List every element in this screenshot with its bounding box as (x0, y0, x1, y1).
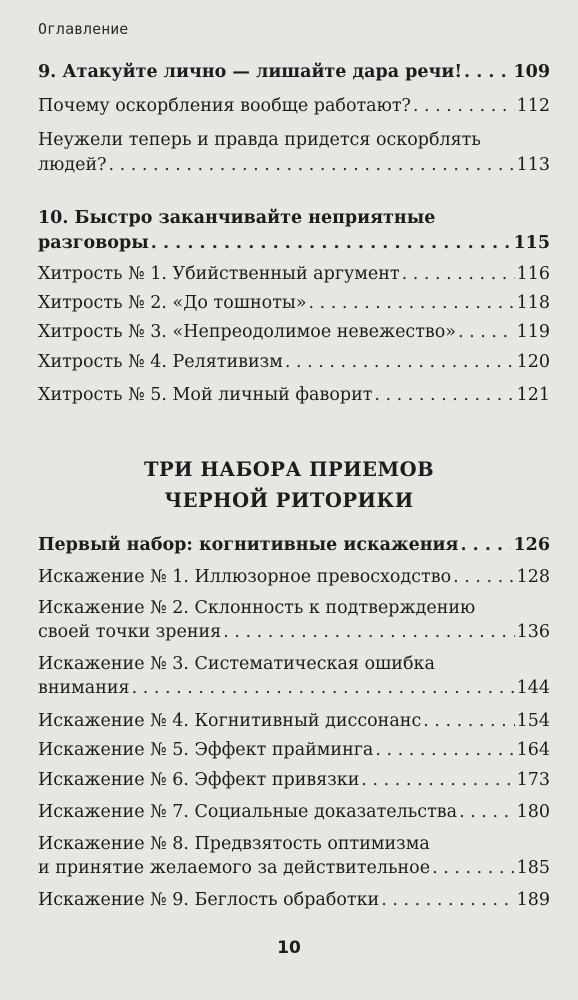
entry-page: 185 (516, 858, 550, 878)
entry-title: разговоры (38, 233, 149, 253)
dot-leader (464, 62, 511, 82)
toc-entry (38, 834, 550, 878)
toc-chapter-9 (38, 62, 550, 82)
entry-title-line: Искажение № 3. Систематическая ошибка (38, 654, 435, 674)
toc-entry (38, 802, 550, 822)
entry-page: 112 (516, 96, 550, 116)
entry-page: 121 (516, 385, 550, 405)
entry-page: 173 (516, 770, 550, 790)
dot-leader (109, 155, 515, 175)
entry-title: Искажение № 4. Когнитивный диссонанс (38, 711, 422, 731)
dot-leader (460, 535, 511, 555)
dot-leader (374, 385, 514, 405)
entry-page: 109 (513, 62, 550, 82)
entry-title: внимания (38, 678, 130, 698)
entry-title: 9. Атакуйте лично — лишайте дара речи! (38, 62, 463, 82)
section-heading (0, 454, 578, 516)
entry-title-line: Искажение № 8. Предвзятость оптимизма (38, 834, 430, 854)
toc-entry (38, 535, 550, 555)
toc-chapter-10 (38, 208, 550, 253)
dot-leader (453, 567, 514, 587)
entry-page: 154 (516, 711, 550, 731)
entry-title: и принятие желаемого за действительное (38, 858, 431, 878)
entry-page: 164 (516, 740, 550, 760)
entry-title: Первый набор: когнитивные искажения (38, 535, 459, 555)
entry-title-line: 10. Быстро заканчивайте неприятные (38, 208, 436, 228)
entry-title-line: Искажение № 2. Склонность к подтверждению (38, 598, 476, 618)
dot-leader (459, 802, 515, 822)
entry-title: людей? (38, 155, 107, 175)
toc-entry (38, 598, 550, 642)
toc-entry (38, 130, 550, 175)
entry-title: Хитрость № 4. Релятивизм (38, 352, 283, 372)
dot-leader (285, 352, 515, 372)
dot-leader (432, 858, 515, 878)
dot-leader (402, 264, 515, 284)
page-number: 10 (277, 938, 301, 958)
entry-title-line: Неужели теперь и правда придется оскорблять (38, 130, 481, 150)
entry-page: 126 (513, 535, 550, 555)
entry-page: 119 (516, 322, 550, 342)
toc-entry (38, 352, 550, 372)
dot-leader (151, 233, 512, 253)
entry-page: 144 (516, 678, 550, 698)
entry-title: Хитрость № 1. Убийственный аргумент (38, 264, 400, 284)
toc-entry (38, 890, 550, 910)
entry-page: 116 (516, 264, 550, 284)
entry-page: 118 (516, 293, 550, 313)
dot-leader (381, 890, 514, 910)
toc-entry (38, 322, 550, 342)
toc-entry (38, 567, 550, 587)
entry-title: своей точки зрения (38, 622, 222, 642)
entry-title: Хитрость № 3. «Непреодолимое невежество» (38, 322, 457, 342)
toc-entry (38, 264, 550, 284)
entry-page: 180 (516, 802, 550, 822)
entry-title: Хитрость № 5. Мой личный фаворит (38, 385, 373, 405)
toc-entry (38, 740, 550, 760)
entry-title: Почему оскорбления вообще работают? (38, 96, 411, 116)
entry-page: 120 (516, 352, 550, 372)
entry-page: 113 (516, 155, 550, 175)
running-head: Оглавление (38, 20, 129, 38)
toc-entry (38, 96, 550, 116)
toc-entry (38, 293, 550, 313)
entry-page: 136 (516, 622, 550, 642)
dot-leader (309, 293, 515, 313)
entry-title: Искажение № 5. Эффект прайминга (38, 740, 374, 760)
entry-page: 128 (516, 567, 550, 587)
dot-leader (361, 770, 514, 790)
entry-title: Искажение № 9. Беглость обработки (38, 890, 380, 910)
entry-title: Хитрость № 2. «До тошноты» (38, 293, 307, 313)
toc-entry (38, 654, 550, 698)
toc-entry (38, 770, 550, 790)
entry-page: 115 (513, 233, 550, 253)
section-heading-line: ЧЕРНОЙ РИТОРИКИ (164, 489, 414, 512)
entry-title: Искажение № 6. Эффект привязки (38, 770, 360, 790)
dot-leader (458, 322, 515, 342)
section-heading-line: ТРИ НАБОРА ПРИЕМОВ (143, 458, 435, 481)
dot-leader (132, 678, 515, 698)
toc-entry (38, 385, 550, 405)
toc-entry (38, 711, 550, 731)
entry-title: Искажение № 7. Социальные доказательства (38, 802, 458, 822)
entry-page: 189 (516, 890, 550, 910)
dot-leader (413, 96, 515, 116)
dot-leader (223, 622, 514, 642)
entry-title: Искажение № 1. Иллюзорное превосходство (38, 567, 452, 587)
toc-entry (38, 62, 550, 82)
dot-leader (375, 740, 514, 760)
dot-leader (423, 711, 514, 731)
